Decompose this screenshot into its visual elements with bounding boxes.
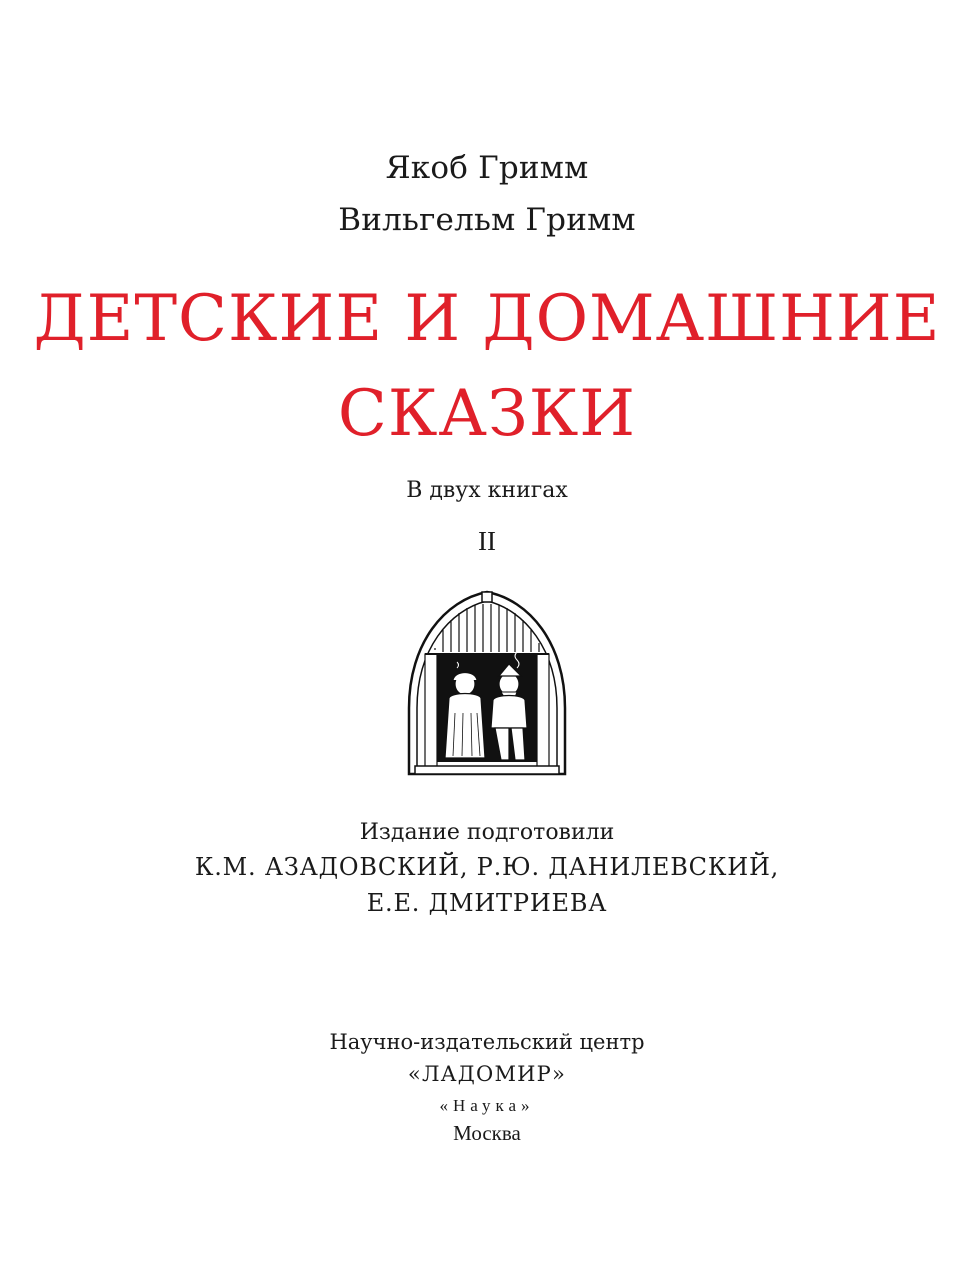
subtitle: В двух книгах	[406, 478, 568, 503]
volume-number: II	[478, 526, 496, 556]
author-wilhelm: Вильгельм Гримм	[338, 202, 636, 238]
title-line-2: СКАЗКИ	[337, 377, 637, 451]
editors-line-2: Е.Е. ДМИТРИЕВА	[366, 889, 608, 917]
publisher-city: Москва	[453, 1121, 521, 1145]
editors-line-1: К.М. АЗАДОВСКИЙ, Р.Ю. ДАНИЛЕВСКИЙ,	[194, 853, 780, 881]
prepared-by-label: Издание подготовили	[359, 820, 615, 845]
author-jacob: Якоб Гримм	[385, 150, 589, 186]
publisher-line-1: Научно-издательский центр	[329, 1030, 645, 1054]
arched-window-with-two-figures-icon	[405, 588, 569, 778]
title-line-1: ДЕТСКИЕ И ДОМАШНИЕ	[33, 282, 941, 356]
publisher-nauka: «Наука»	[439, 1096, 535, 1115]
publisher-name: «ЛАДОМИР»	[407, 1062, 567, 1086]
